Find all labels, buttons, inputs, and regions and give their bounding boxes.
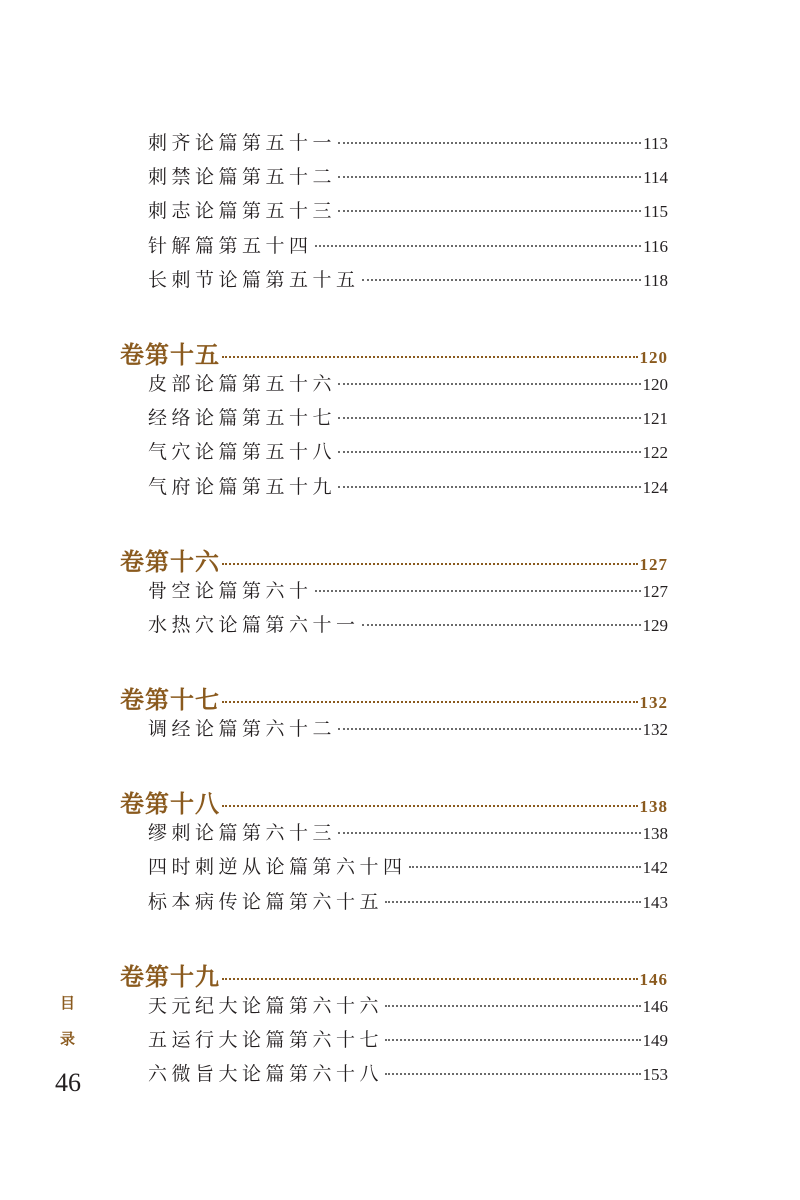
entry-title: 针解篇第五十四 — [148, 234, 313, 257]
volume-title: 卷第十八 — [120, 789, 220, 819]
entry-title: 气穴论篇第五十八 — [148, 441, 337, 464]
volume-heading[interactable] — [120, 680, 668, 714]
page-number: 46 — [55, 1068, 81, 1097]
page-ref: 115 — [643, 202, 668, 222]
dot-leader — [338, 727, 640, 730]
page-ref: 113 — [643, 134, 668, 153]
entry-title: 标本病传论篇第六十五 — [148, 890, 384, 913]
page-ref: 120 — [642, 374, 668, 394]
dot-leader — [338, 382, 640, 385]
toc-entry[interactable] — [148, 818, 668, 852]
entry-title: 水热穴论篇第六十一 — [148, 613, 360, 636]
dot-leader — [409, 865, 641, 868]
volume-heading[interactable] — [120, 542, 668, 576]
section-gap — [120, 748, 668, 784]
page-ref: 129 — [642, 615, 668, 635]
page-ref: 127 — [639, 554, 668, 574]
toc-entry[interactable] — [148, 610, 668, 644]
page-ref: 120 — [639, 347, 668, 367]
volume-title: 卷第十七 — [120, 685, 220, 715]
toc-entry[interactable] — [148, 472, 668, 506]
entry-title: 五运行大论篇第六十七 — [148, 1029, 384, 1051]
dot-leader — [222, 700, 638, 703]
volume-title: 卷第十六 — [120, 546, 220, 576]
volume-title: 卷第十九 — [120, 961, 220, 991]
entry-title: 六微旨大论篇第六十八 — [148, 1063, 384, 1086]
section-gap — [120, 921, 668, 957]
dot-leader — [385, 900, 640, 903]
section-gap — [120, 299, 668, 335]
toc-entry[interactable] — [148, 852, 668, 886]
page-ref: 149 — [642, 1031, 668, 1050]
table-of-contents — [120, 128, 668, 1093]
dot-leader — [385, 1004, 640, 1007]
dot-leader — [385, 1072, 640, 1075]
dot-leader — [338, 450, 640, 453]
toc-entry[interactable] — [148, 265, 668, 299]
entry-title: 经络论篇第五十七 — [148, 407, 337, 430]
dot-leader — [338, 141, 641, 144]
dot-leader — [222, 977, 638, 980]
dot-leader — [362, 623, 641, 626]
toc-entry[interactable] — [148, 403, 668, 437]
dot-leader — [315, 589, 641, 592]
entry-title: 刺志论篇第五十三 — [148, 200, 337, 223]
page-ref: 138 — [639, 797, 668, 817]
section-gap — [120, 506, 668, 542]
page-ref: 116 — [643, 236, 668, 256]
entry-title: 四时刺逆从论篇第六十四 — [148, 856, 407, 879]
side-label-char-2: 录 — [60, 1030, 76, 1048]
dot-leader — [385, 1038, 640, 1041]
entry-title: 刺齐论篇第五十一 — [148, 132, 337, 154]
toc-entry[interactable] — [148, 437, 668, 471]
toc-entry[interactable] — [148, 231, 668, 265]
entry-title: 缪刺论篇第六十三 — [148, 822, 337, 845]
volume-title: 卷第十五 — [120, 339, 220, 369]
dot-leader — [315, 244, 642, 247]
page-ref: 146 — [642, 996, 668, 1016]
entry-title: 皮部论篇第五十六 — [148, 372, 337, 395]
dot-leader — [338, 831, 640, 834]
section-gap — [120, 644, 668, 680]
toc-entry[interactable] — [148, 162, 668, 196]
volume-heading[interactable] — [120, 957, 668, 991]
page-ref: 132 — [639, 693, 668, 713]
entry-title: 气府论篇第五十九 — [148, 475, 337, 498]
entry-title: 调经论篇第六十二 — [148, 718, 337, 741]
page-ref: 132 — [642, 720, 668, 740]
page-ref: 124 — [642, 477, 668, 497]
toc-entry[interactable] — [148, 991, 668, 1025]
entry-title: 长刺节论篇第五十五 — [148, 268, 360, 291]
page-ref: 122 — [642, 443, 668, 463]
page-ref: 118 — [643, 270, 668, 290]
page-ref: 127 — [642, 581, 668, 601]
entry-title: 刺禁论篇第五十二 — [148, 166, 337, 189]
page-ref: 143 — [642, 892, 668, 912]
dot-leader — [338, 175, 641, 178]
dot-leader — [338, 209, 641, 212]
dot-leader — [338, 416, 640, 419]
page-ref: 146 — [639, 969, 668, 989]
entry-title: 骨空论篇第六十 — [148, 579, 313, 602]
volume-heading[interactable] — [120, 784, 668, 818]
toc-entry[interactable] — [148, 369, 668, 403]
toc-entry[interactable] — [148, 887, 668, 921]
page-ref: 138 — [642, 824, 668, 844]
dot-leader — [222, 804, 638, 807]
dot-leader — [338, 485, 640, 488]
dot-leader — [362, 278, 642, 281]
toc-entry[interactable] — [148, 128, 668, 162]
page-ref: 153 — [642, 1065, 668, 1085]
side-label-char-1: 目 — [60, 994, 76, 1012]
toc-entry[interactable] — [148, 714, 668, 748]
toc-entry[interactable] — [148, 576, 668, 610]
dot-leader — [222, 355, 638, 358]
toc-entry[interactable] — [148, 1025, 668, 1059]
dot-leader — [222, 562, 638, 565]
page-ref: 114 — [643, 168, 668, 188]
page-ref: 121 — [642, 409, 668, 429]
toc-entry[interactable] — [148, 1059, 668, 1093]
volume-heading[interactable] — [120, 335, 668, 369]
entry-title: 天元纪大论篇第六十六 — [148, 994, 384, 1017]
page-ref: 142 — [642, 858, 668, 878]
toc-entry[interactable] — [148, 196, 668, 230]
